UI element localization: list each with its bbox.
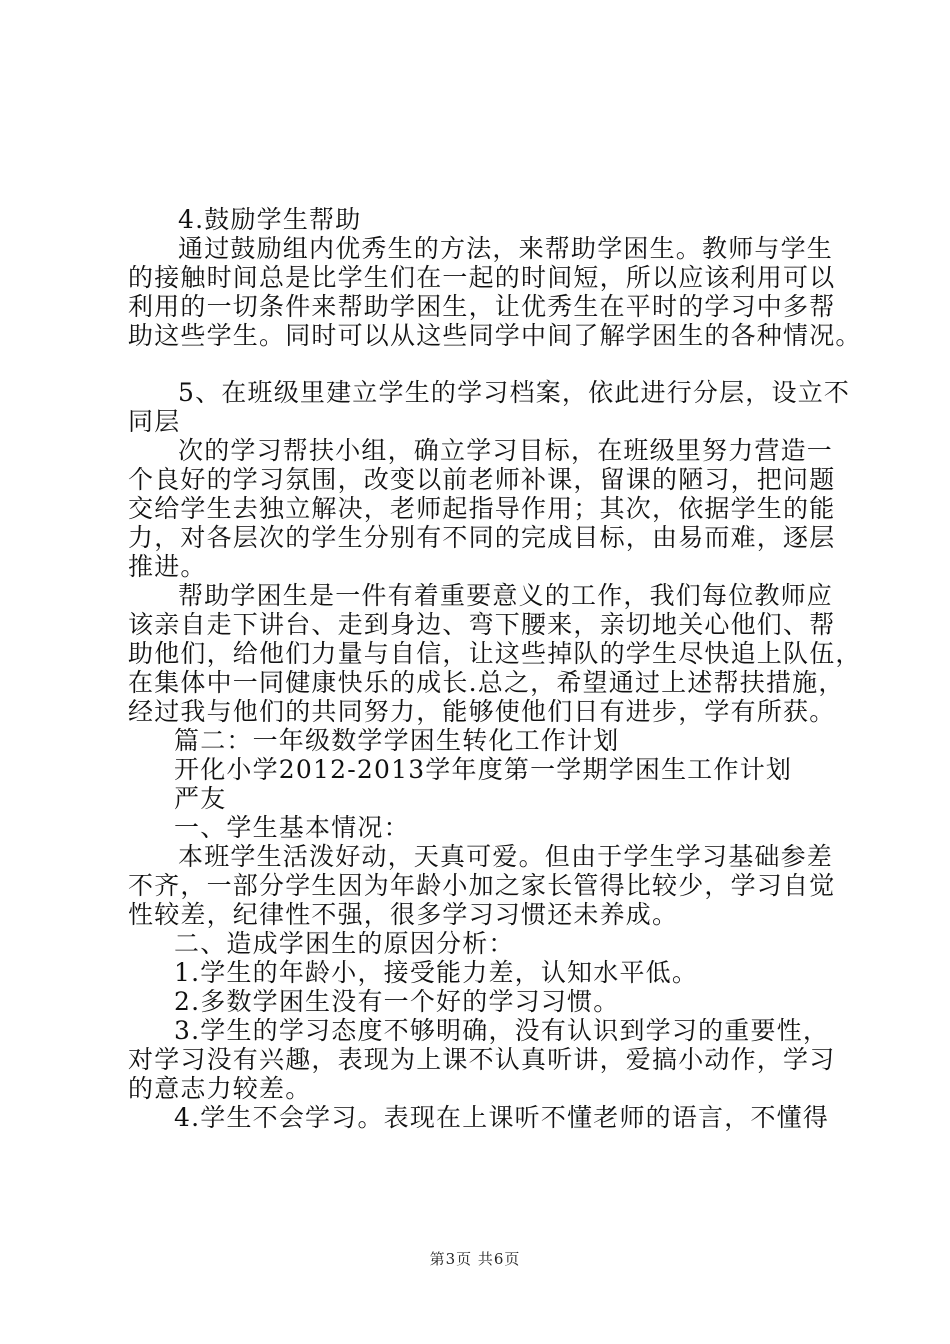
paragraph-line: 个良好的学习氛围，改变以前老师补课，留课的陋习，把问题	[128, 465, 836, 494]
paragraph-line: 该亲自走下讲台、走到身边、弯下腰来，亲切地关心他们、帮	[128, 610, 836, 639]
paragraph-line: 的接触时间总是比学生们在一起的时间短，所以应该利用可以	[128, 263, 836, 292]
paragraph-line: 的意志力较差。	[128, 1074, 312, 1103]
section-heading-cause-analysis: 二、造成学困生的原因分析：	[174, 929, 515, 958]
plan-title: 开化小学2012-2013学年度第一学期学困生工作计划	[174, 755, 793, 784]
page-number-footer: 第3页 共6页	[429, 1250, 521, 1268]
paragraph-line: 交给学生去独立解决，老师起指导作用；其次，依据学生的能	[128, 494, 836, 523]
paragraph-line: 助这些学生。同时可以从这些同学中间了解学困生的各种情况。	[128, 321, 862, 350]
list-item: 1.学生的年龄小，接受能力差，认知水平低。	[174, 958, 699, 987]
paragraph-line: 对学习没有兴趣，表现为上课不认真听讲，爱搞小动作，学习	[128, 1045, 836, 1074]
paragraph-line: 性较差，纪律性不强，很多学习习惯还未养成。	[128, 900, 679, 929]
paragraph-gap	[128, 350, 840, 378]
paragraph-line: 助他们，给他们力量与自信，让这些掉队的学生尽快追上队伍，	[128, 639, 862, 668]
paragraph-line: 经过我与他们的共同努力，能够使他们日有进步，学有所获。	[128, 697, 836, 726]
paragraph-line: 次的学习帮扶小组，确立学习目标，在班级里努力营造一	[178, 436, 834, 465]
section-title-part-two: 篇二：一年级数学学困生转化工作计划	[174, 726, 620, 755]
list-item: 3.学生的学习态度不够明确，没有认识到学习的重要性，	[174, 1016, 830, 1045]
paragraph-line: 帮助学困生是一件有着重要意义的工作，我们每位教师应	[178, 581, 834, 610]
heading-learning-files: 5、在班级里建立学生的学习档案，依此进行分层，设立不	[178, 378, 851, 407]
section-heading-basic-info: 一、学生基本情况：	[174, 813, 410, 842]
paragraph-line: 不齐，一部分学生因为年龄小加之家长管得比较少，学习自觉	[128, 871, 836, 900]
document-body	[128, 205, 862, 1132]
paragraph-line: 本班学生活泼好动，天真可爱。但由于学生学习基础参差	[178, 842, 834, 871]
list-item: 2.多数学困生没有一个好的学习习惯。	[174, 987, 620, 1016]
author-name: 严友	[174, 784, 227, 813]
paragraph-line: 同层	[128, 407, 181, 436]
paragraph-line: 在集体中一同健康快乐的成长.总之，希望通过上述帮扶措施，	[128, 668, 845, 697]
paragraph-line: 推进。	[128, 552, 207, 581]
paragraph-line: 通过鼓励组内优秀生的方法，来帮助学困生。教师与学生	[178, 234, 834, 263]
heading-encourage-students: 4.鼓励学生帮助	[178, 205, 362, 234]
paragraph-line: 力，对各层次的学生分别有不同的完成目标，由易而难，逐层	[128, 523, 836, 552]
list-item: 4.学生不会学习。表现在上课听不懂老师的语言，不懂得	[174, 1103, 830, 1132]
paragraph-line: 利用的一切条件来帮助学困生，让优秀生在平时的学习中多帮	[128, 292, 836, 321]
